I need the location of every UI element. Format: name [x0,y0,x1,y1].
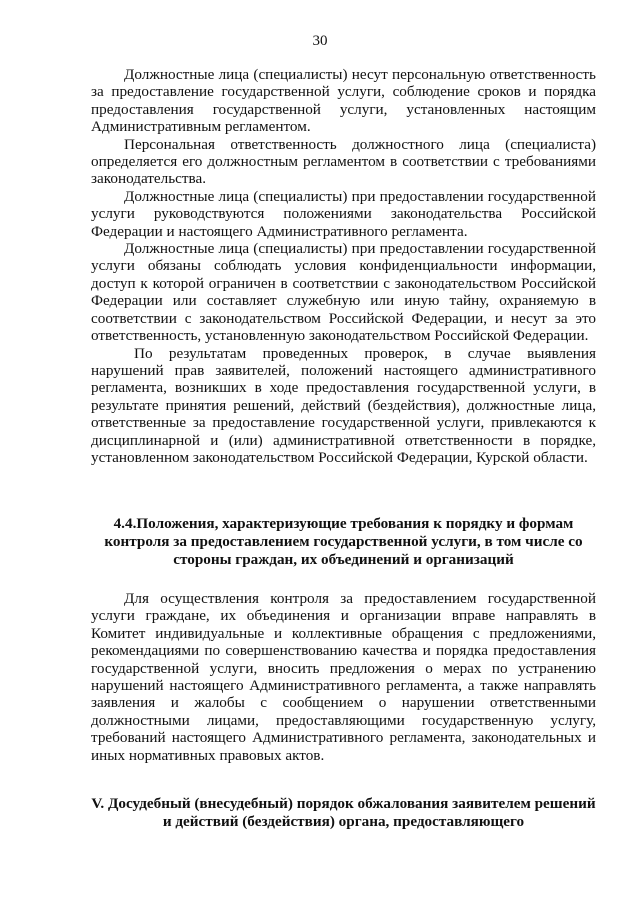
control-section [91,590,596,764]
paragraph: Для осуществления контроля за предоставлением государственной услуги граждане, их объединения и организации вправе направлять в Комитет индивидуальные и коллективные обращения с предложениями, рекомендациями по совершенствованию качества и порядка предоставления государственной услуги, вносить предложения о мерах по устранению нарушений настоящего Административного регламента, а также направлять заявления и жалобы с сообщением о нарушении ответственными должностными лицами, предоставляющими государственную услугу, требований настоящего Административного регламента, законодательных и иных нормативных правовых актов. [91,590,596,764]
section-heading-4-4: 4.4.Положения, характеризующие требования к порядку и формам контроля за предоставлением государственной услуги, в том числе со стороны граждан, их объединений и организаций [104,515,583,568]
section-heading-v: V. Досудебный (внесудебный) порядок обжалования заявителем решений и действий (бездействия) органа, предоставляющего [91,795,596,830]
paragraph: Должностные лица (специалисты) при предоставлении государственной услуги обязаны соблюдать условия конфиденциальности информации, доступ к которой ограничен в соответствии с законодательством Российской Федерации или составляет служебную или иную тайну, охраняемую в соответствии с законодательством Российской Федерации, и несут за это ответственность, установленную законодательством Российской Федерации. [91,240,596,345]
responsibility-section [91,66,596,466]
paragraph: По результатам проведенных проверок, в случае выявления нарушений прав заявителей, положений настоящего административного регламента, возникших в ходе предоставления государственной услуги, в результате принятия решений, действий (бездействия), должностные лица, ответственные за предоставление государственной услуги, привлекаются к дисциплинарной и (или) административной ответственности в порядке, установленном законодательством Российской Федерации, Курской области. [91,344,596,466]
paragraph: Персональная ответственность должностного лица (специалиста) определяется его должностным регламентом в соответствии с требованиями законодательства. [91,135,596,188]
paragraph: Должностные лица (специалисты) при предоставлении государственной услуги руководствуются положениями законодательства Российской Федерации и настоящего Административного регламента. [91,187,596,240]
page-number: 30 [312,33,328,49]
paragraph: Должностные лица (специалисты) несут персональную ответственность за предоставление государственной услуги, соблюдение сроков и порядка предоставления государственной услуги, установленных настоящим Административным регламентом. [91,66,596,136]
